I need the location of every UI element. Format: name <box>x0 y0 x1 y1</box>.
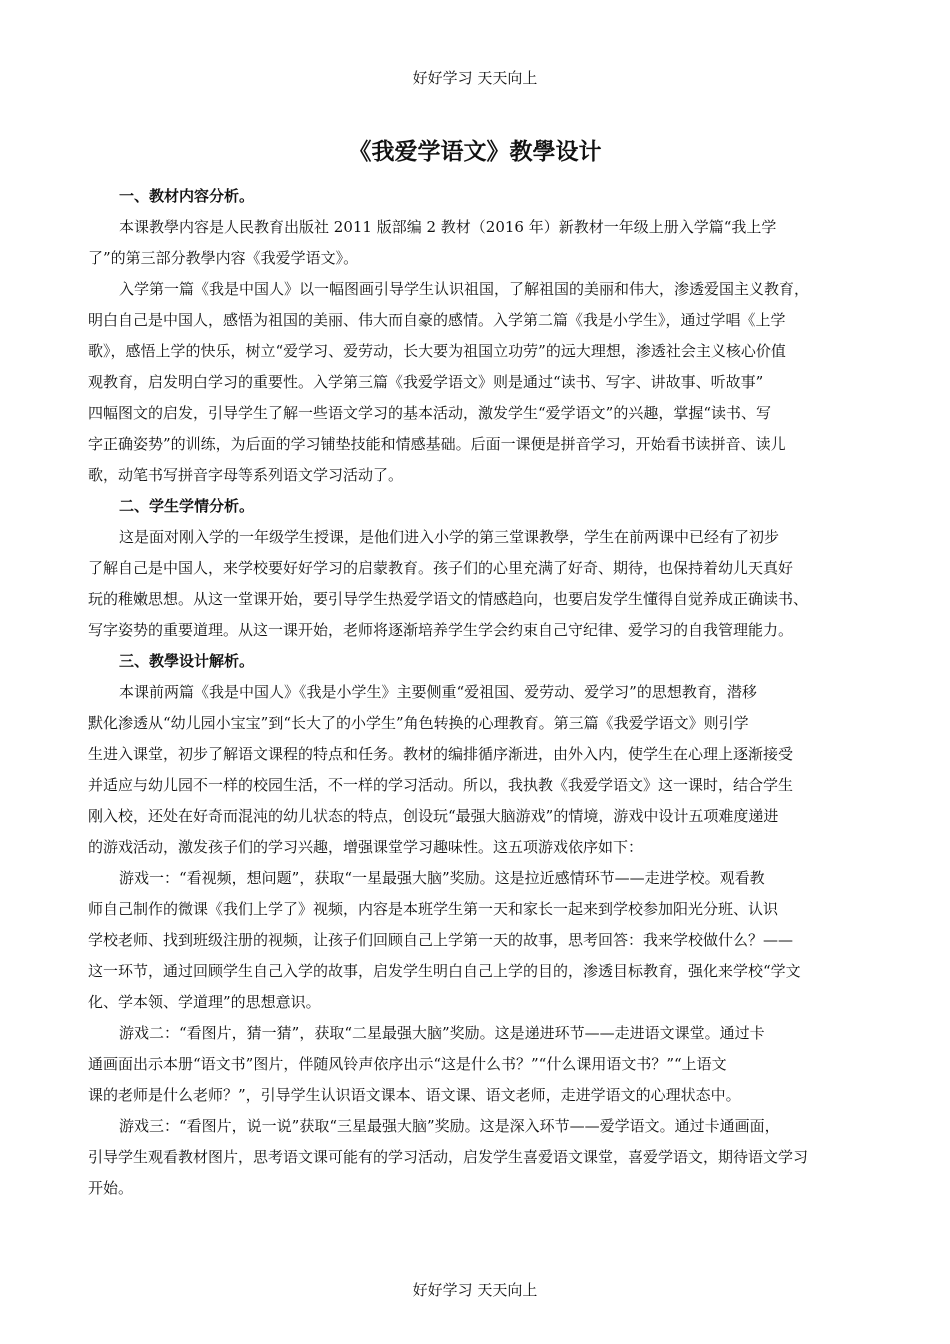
text-line: 刚入校，还处在好奇而混沌的幼儿状态的特点，创设玩“最强大脑游戏”的情境，游戏中设计五项难度递进 <box>88 807 779 825</box>
text-line: 了解自己是中国人，来学校要好好学习的启蒙教育。孩子们的心里充满了好奇、期待，也保持着幼儿天真好 <box>88 559 794 577</box>
page-header: 好好学习 天天向上 <box>412 69 538 87</box>
section-heading: 三、教學设计解析。 <box>119 652 255 670</box>
paragraph <box>88 1111 878 1204</box>
paragraph <box>88 274 878 491</box>
text-line: 游戏一：“看视频，想问题”，获取“一星最强大脑”奖励。这是拉近感情环节——走进学校。观看教 <box>119 869 765 887</box>
page-footer: 好好学习 天天向上 <box>412 1281 538 1299</box>
paragraph <box>88 1018 878 1111</box>
text-line: 通画面出示本册“语文书”图片，伴随风铃声依序出示“这是什么书？”“什么课用语文书？”“上语文 <box>88 1055 727 1073</box>
text-line: 的游戏活动，激发孩子们的学习兴趣，增强课堂学习趣味性。这五项游戏依序如下： <box>88 838 644 856</box>
text-line: 并适应与幼儿园不一样的校园生活，不一样的学习活动。所以，我执教《我爱学语文》这一课时，结合学生 <box>88 776 794 794</box>
text-line: 写字姿势的重要道理。从这一课开始，老师将逐渐培养学生学会约束自己守纪律、爱学习的自我管理能力。 <box>88 621 794 639</box>
text-line: 默化渗透从“幼儿园小宝宝”到“长大了的小学生”角色转换的心理教育。第三篇《我爱学语文》则引学 <box>88 714 749 732</box>
text-line: 玩的稚嫩思想。从这一堂课开始，要引导学生热爱学语文的情感趋向，也要启发学生懂得自觉养成正确读书、 <box>88 590 809 608</box>
text-line: 生进入课堂，初步了解语文课程的特点和任务。教材的编排循序渐进，由外入内，使学生在心理上逐渐接受 <box>88 745 794 763</box>
text-line: 游戏二：“看图片，猜一猜”，获取“二星最强大脑”奖励。这是递进环节——走进语文课堂。通过卡 <box>119 1024 765 1042</box>
text-line: 这一环节，通过回顾学生自己入学的故事，启发学生明白自己上学的目的，渗透目标教育，强化来学校“学文 <box>88 962 801 980</box>
text-line: 字正确姿势”的训练，为后面的学习铺垫技能和情感基础。后面一课便是拼音学习，开始看书读拼音、读儿 <box>88 435 786 453</box>
section-heading: 一、教材内容分析。 <box>119 187 255 205</box>
text-line: 课的老师是什么老师？”，引导学生认识语文课本、语文课、语文老师，走进学语文的心理状态中。 <box>88 1086 741 1104</box>
text-line: 这是面对刚入学的一年级学生授课，是他们进入小学的第三堂课教學，学生在前两课中已经有了初步 <box>119 528 780 546</box>
text-line: 师自己制作的微课《我们上学了》视频，内容是本班学生第一天和家长一起来到学校参加阳光分班、认识 <box>88 900 779 918</box>
text-line: 本课教學内容是人民教育出版社 2011 版部编 2 教材（2016 年）新教材一年级上册入学篇“我上学 <box>119 218 777 236</box>
text-line: 开始。 <box>88 1179 134 1197</box>
text-line: 明白自己是中国人，感悟为祖国的美丽、伟大而自豪的感情。入学第二篇《我是小学生》，通过学唱《上学 <box>88 311 786 329</box>
text-line: 学校老师、找到班级注册的视频，让孩子们回顾自己上学第一天的故事，思考回答：我来学校做什么？—— <box>88 931 794 949</box>
text-line: 歌，动笔书写拼音字母等系列语文学习活动了。 <box>88 466 404 484</box>
paragraph <box>88 677 878 863</box>
document-title: 《我爱学语文》教學设计 <box>348 139 602 165</box>
document-body <box>88 181 878 1204</box>
text-line: 入学第一篇《我是中国人》以一幅图画引导学生认识祖国，了解祖国的美丽和伟大，渗透爱国主义教育， <box>119 280 810 298</box>
text-line: 了”的第三部分教學内容《我爱学语文》。 <box>88 249 359 267</box>
text-line: 歌》，感悟上学的快乐，树立“爱学习、爱劳动，长大要为祖国立功劳”的远大理想，渗透社会主义核心价值 <box>88 342 786 360</box>
paragraph <box>88 522 878 646</box>
text-line: 四幅图文的启发，引导学生了解一些语文学习的基本活动，激发学生“爱学语文”的兴趣，掌握“读书、写 <box>88 404 772 422</box>
text-line: 观教育，启发明白学习的重要性。入学第三篇《我爱学语文》则是通过“读书、写字、讲故事、听故事” <box>88 373 764 391</box>
text-line: 游戏三：“看图片，说一说”获取“三星最强大脑”奖励。这是深入环节——爱学语文。通过卡通画面， <box>119 1117 780 1135</box>
text-line: 本课前两篇《我是中国人》《我是小学生》主要侧重“爱祖国、爱劳动、爱学习”的思想教育，潜移 <box>119 683 757 701</box>
text-line: 引导学生观看教材图片，思考语文课可能有的学习活动，启发学生喜爱语文课堂，喜爱学语文，期待语文学习 <box>88 1148 809 1166</box>
text-line: 化、学本领、学道理”的思想意识。 <box>88 993 321 1011</box>
paragraph <box>88 863 878 1018</box>
section-heading: 二、学生学情分析。 <box>119 497 255 515</box>
paragraph <box>88 212 878 274</box>
